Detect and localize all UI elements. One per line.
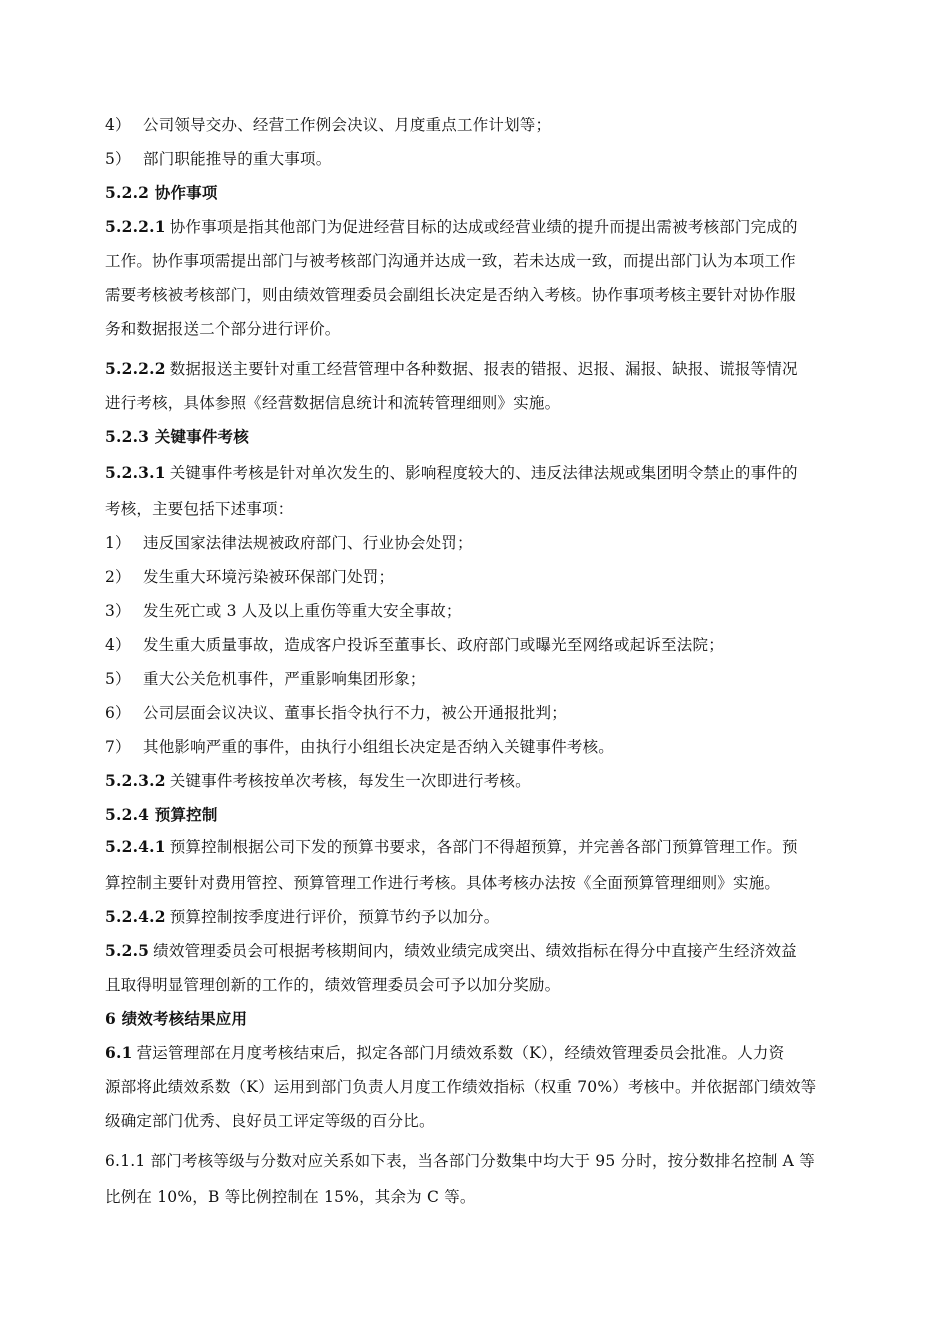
section-heading: 5.2.4 预算控制: [105, 805, 218, 824]
list-item: [105, 594, 850, 628]
section-heading: 5.2.3 关键事件考核: [105, 427, 249, 446]
paragraph-line: 进行考核，具体参照《经营数据信息统计和流转管理细则》实施。: [105, 394, 561, 412]
paragraph-text: 关键事件考核是针对单次发生的、影响程度较大的、违反法律法规或集团明令禁止的事件的: [169, 464, 798, 482]
list-number: 2）: [105, 568, 131, 586]
list-text: 发生重大环境污染被环保部门处罚；: [143, 568, 395, 586]
clause-number: 5.2.2.1: [105, 217, 166, 236]
paragraph-line: [105, 1036, 850, 1070]
chapter-heading: 6 绩效考核结果应用: [105, 1009, 248, 1028]
list-text: 部门职能推导的重大事项。: [143, 150, 332, 168]
paragraph-line: 工作。协作事项需提出部门与被考核部门沟通并达成一致，若未达成一致，而提出部门认为本项工作: [105, 252, 796, 270]
paragraph-line: [105, 456, 850, 490]
clause-number: 6.1: [105, 1043, 133, 1062]
list-text: 发生重大质量事故，造成客户投诉至董事长、政府部门或曝光至网络或起诉至法院；: [143, 636, 724, 654]
clause-number: 5.2.4.2: [105, 907, 166, 926]
paragraph-text: 预算控制按季度进行评价，预算节约予以加分。: [169, 908, 500, 926]
clause-number: 5.2.3.2: [105, 771, 166, 790]
clause-number: 5.2.5: [105, 941, 150, 960]
list-item: [105, 696, 850, 730]
list-number: 4）: [105, 636, 131, 654]
paragraph-line: 比例在 10%，B 等比例控制在 15%，其余为 C 等。: [105, 1188, 476, 1206]
paragraph-text: 预算控制根据公司下发的预算书要求，各部门不得超预算，并完善各部门预算管理工作。预: [169, 838, 798, 856]
list-number: 5）: [105, 670, 131, 688]
paragraph-line: 级确定部门优秀、良好员工评定等级的百分比。: [105, 1112, 435, 1130]
list-text: 其他影响严重的事件，由执行小组组长决定是否纳入关键事件考核。: [143, 738, 615, 756]
list-number: 1）: [105, 534, 131, 552]
list-text: 违反国家法律法规被政府部门、行业协会处罚；: [143, 534, 473, 552]
list-text: 公司领导交办、经营工作例会决议、月度重点工作计划等；: [143, 116, 552, 134]
clause-number: 5.2.2.2: [105, 359, 166, 378]
list-number: 3）: [105, 602, 131, 620]
clause-number: 5.2.4.1: [105, 837, 166, 856]
clause-number: 5.2.3.1: [105, 463, 166, 482]
paragraph-line: 务和数据报送二个部分进行评价。: [105, 320, 341, 338]
list-item: [105, 142, 850, 176]
paragraph-line: 算控制主要针对费用管控、预算管理工作进行考核。具体考核办法按《全面预算管理细则》实施。: [105, 874, 781, 892]
list-item: [105, 730, 850, 764]
list-number: 6）: [105, 704, 131, 722]
paragraph-text: 绩效管理委员会可根据考核期间内，绩效业绩完成突出、绩效指标在得分中直接产生经济效益: [153, 942, 797, 960]
paragraph-text: 数据报送主要针对重工经营管理中各种数据、报表的错报、迟报、漏报、缺报、谎报等情况: [169, 360, 798, 378]
paragraph-line: 6.1.1 部门考核等级与分数对应关系如下表，当各部门分数集中均大于 95 分时，按分数排名控制 A 等: [105, 1152, 815, 1170]
paragraph-line: 考核，主要包括下述事项：: [105, 500, 294, 518]
list-number: 7）: [105, 738, 131, 756]
paragraph-text: 营运管理部在月度考核结束后，拟定各部门月绩效系数（K），经绩效管理委员会批准。人力资: [136, 1044, 785, 1062]
paragraph-line: [105, 900, 850, 934]
list-item: [105, 560, 850, 594]
paragraph-line: [105, 934, 850, 968]
paragraph-line: [105, 764, 850, 798]
paragraph-text: 协作事项是指其他部门为促进经营目标的达成或经营业绩的提升而提出需被考核部门完成的: [169, 218, 798, 236]
list-item: [105, 628, 850, 662]
paragraph-line: [105, 352, 850, 386]
list-number: 5）: [105, 150, 131, 168]
list-item: [105, 662, 850, 696]
list-text: 公司层面会议决议、董事长指令执行不力，被公开通报批判；: [143, 704, 567, 722]
list-item: [105, 526, 850, 560]
paragraph-line: [105, 830, 850, 864]
list-item: [105, 108, 850, 142]
paragraph-text: 关键事件考核按单次考核，每发生一次即进行考核。: [169, 772, 531, 790]
list-text: 重大公关危机事件，严重影响集团形象；: [143, 670, 426, 688]
list-text: 发生死亡或 3 人及以上重伤等重大安全事故；: [143, 602, 462, 620]
paragraph-line: 需要考核被考核部门，则由绩效管理委员会副组长决定是否纳入考核。协作事项考核主要针对协作服: [105, 286, 796, 304]
section-heading: 5.2.2 协作事项: [105, 183, 218, 202]
list-number: 4）: [105, 116, 131, 134]
paragraph-line: [105, 210, 850, 244]
paragraph-line: 且取得明显管理创新的工作的，绩效管理委员会可予以加分奖励。: [105, 976, 561, 994]
paragraph-line: 源部将此绩效系数（K）运用到部门负责人月度工作绩效指标（权重 70%）考核中。并依据部门绩效等: [105, 1078, 817, 1096]
